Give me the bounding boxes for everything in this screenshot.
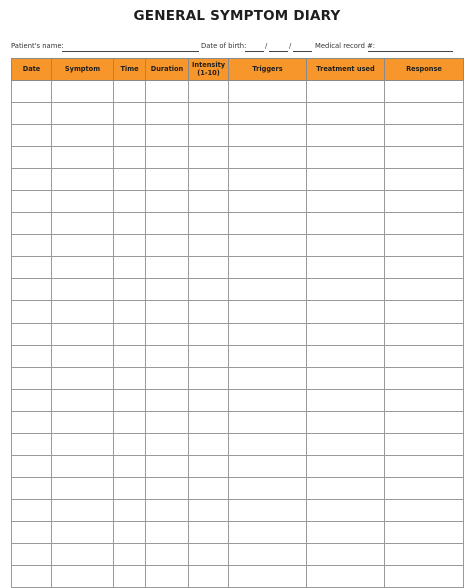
table-cell[interactable] [189,477,229,499]
table-cell[interactable] [189,499,229,521]
table-cell[interactable] [307,345,385,367]
table-cell[interactable] [12,235,52,257]
table-cell[interactable] [189,367,229,389]
dob-month-field[interactable] [269,51,288,52]
table-cell[interactable] [189,433,229,455]
table-cell[interactable] [189,257,229,279]
table-cell[interactable] [114,169,146,191]
table-cell[interactable] [189,345,229,367]
table-row [12,455,464,477]
table-cell[interactable] [385,433,464,455]
table-cell[interactable] [114,81,146,103]
table-cell[interactable] [52,499,114,521]
table-cell[interactable] [189,103,229,125]
table-cell[interactable] [52,543,114,565]
table-cell[interactable] [12,147,52,169]
table-row [12,147,464,169]
table-cell[interactable] [229,389,307,411]
table-cell[interactable] [385,566,464,588]
table-cell[interactable] [229,213,307,235]
table-cell[interactable] [307,367,385,389]
table-cell[interactable] [146,411,189,433]
table-cell[interactable] [229,367,307,389]
table-cell[interactable] [229,521,307,543]
table-cell[interactable] [189,125,229,147]
table-cell[interactable] [12,433,52,455]
table-cell[interactable] [114,301,146,323]
table-row [12,235,464,257]
table-cell[interactable] [52,411,114,433]
table-cell[interactable] [307,147,385,169]
table-cell[interactable] [307,81,385,103]
table-cell[interactable] [52,566,114,588]
table-cell[interactable] [146,301,189,323]
table-cell[interactable] [52,367,114,389]
table-row [12,499,464,521]
table-cell[interactable] [307,301,385,323]
table-cell[interactable] [52,477,114,499]
table-row [12,543,464,565]
table-cell[interactable] [146,213,189,235]
table-cell[interactable] [189,169,229,191]
table-cell[interactable] [12,389,52,411]
table-cell[interactable] [307,103,385,125]
table-cell[interactable] [146,566,189,588]
table-cell[interactable] [229,103,307,125]
table-cell[interactable] [146,455,189,477]
table-cell[interactable] [189,411,229,433]
table-cell[interactable] [385,125,464,147]
table-cell[interactable] [307,543,385,565]
table-cell[interactable] [114,323,146,345]
table-cell[interactable] [307,191,385,213]
table-header-row [12,59,464,81]
table-cell[interactable] [146,81,189,103]
table-cell[interactable] [52,147,114,169]
table-row [12,521,464,543]
table-cell[interactable] [52,213,114,235]
table-cell[interactable] [146,103,189,125]
table-cell[interactable] [307,169,385,191]
dob-day-field[interactable] [245,51,264,52]
table-cell[interactable] [229,477,307,499]
table-cell[interactable] [12,521,52,543]
table-cell[interactable] [385,389,464,411]
table-cell[interactable] [146,191,189,213]
table-cell[interactable] [229,499,307,521]
table-cell[interactable] [114,213,146,235]
table-cell[interactable] [12,367,52,389]
table-cell[interactable] [307,235,385,257]
table-cell[interactable] [114,125,146,147]
table-cell[interactable] [114,477,146,499]
table-cell[interactable] [12,411,52,433]
table-cell[interactable] [146,543,189,565]
table-row [12,389,464,411]
table-cell[interactable] [12,477,52,499]
table-cell[interactable] [146,125,189,147]
table-cell[interactable] [12,455,52,477]
table-row [12,301,464,323]
table-cell[interactable] [52,191,114,213]
table-cell[interactable] [146,345,189,367]
table-cell[interactable] [307,477,385,499]
dob-separator-1: / [265,42,268,50]
table-cell[interactable] [12,566,52,588]
table-cell[interactable] [385,301,464,323]
table-row [12,103,464,125]
column-header-date: Date [12,59,52,81]
table-cell[interactable] [307,433,385,455]
table-cell[interactable] [12,81,52,103]
intensity-header-text: Intensity (1-10) [191,60,226,77]
table-cell[interactable] [189,235,229,257]
table-cell[interactable] [189,566,229,588]
table-cell[interactable] [114,521,146,543]
table-cell[interactable] [307,125,385,147]
table-cell[interactable] [189,301,229,323]
dob-label: Date of birth: [201,42,247,50]
table-cell[interactable] [307,499,385,521]
table-row [12,411,464,433]
table-row [12,566,464,588]
table-cell[interactable] [12,103,52,125]
symptom-diary-table [11,58,464,588]
table-cell[interactable] [52,103,114,125]
table-cell[interactable] [385,543,464,565]
table-body [12,81,464,588]
table-cell[interactable] [114,499,146,521]
table-cell[interactable] [52,389,114,411]
column-header-time: Time [114,59,146,81]
table-cell[interactable] [114,411,146,433]
table-cell[interactable] [12,323,52,345]
table-row [12,279,464,301]
table-cell[interactable] [52,433,114,455]
table-cell[interactable] [229,566,307,588]
column-header-duration: Duration [146,59,189,81]
table-cell[interactable] [114,455,146,477]
table-cell[interactable] [189,543,229,565]
table-cell[interactable] [12,345,52,367]
table-cell[interactable] [52,235,114,257]
table-cell[interactable] [307,279,385,301]
table-cell[interactable] [385,455,464,477]
table-cell[interactable] [146,235,189,257]
table-cell[interactable] [307,323,385,345]
table-cell[interactable] [189,455,229,477]
table-cell[interactable] [189,147,229,169]
table-row [12,257,464,279]
table-cell[interactable] [307,213,385,235]
table-cell[interactable] [385,499,464,521]
table-cell[interactable] [146,169,189,191]
table-cell[interactable] [189,323,229,345]
table-cell[interactable] [52,345,114,367]
table-cell[interactable] [52,257,114,279]
table-cell[interactable] [52,125,114,147]
table-cell[interactable] [114,367,146,389]
table-cell[interactable] [307,566,385,588]
table-cell[interactable] [385,213,464,235]
table-cell[interactable] [385,235,464,257]
table-cell[interactable] [114,433,146,455]
patient-name-label: Patient's name: [11,42,64,50]
table-cell[interactable] [52,455,114,477]
table-cell[interactable] [385,367,464,389]
table-cell[interactable] [146,367,189,389]
table-cell[interactable] [307,521,385,543]
table-cell[interactable] [114,235,146,257]
table-cell[interactable] [307,411,385,433]
medical-record-label: Medical record #: [315,42,376,50]
table-cell[interactable] [146,279,189,301]
table-cell[interactable] [229,191,307,213]
medical-record-field[interactable] [368,51,453,52]
table-row [12,191,464,213]
dob-year-field[interactable] [293,51,312,52]
table-cell[interactable] [12,191,52,213]
table-cell[interactable] [12,213,52,235]
table-cell[interactable] [229,169,307,191]
table-cell[interactable] [12,125,52,147]
table-cell[interactable] [52,521,114,543]
table-cell[interactable] [12,499,52,521]
table-cell[interactable] [12,279,52,301]
table-row [12,169,464,191]
table-cell[interactable] [114,566,146,588]
table-cell[interactable] [307,455,385,477]
table-cell[interactable] [229,433,307,455]
table-cell[interactable] [229,125,307,147]
table-cell[interactable] [189,279,229,301]
table-cell[interactable] [385,169,464,191]
table-cell[interactable] [385,257,464,279]
table-cell[interactable] [52,279,114,301]
table-cell[interactable] [114,345,146,367]
table-cell[interactable] [307,389,385,411]
table-cell[interactable] [189,81,229,103]
table-cell[interactable] [229,411,307,433]
table-row [12,345,464,367]
table-cell[interactable] [52,301,114,323]
table-cell[interactable] [385,411,464,433]
table-row [12,477,464,499]
table-cell[interactable] [114,103,146,125]
table-cell[interactable] [229,147,307,169]
table-cell[interactable] [12,257,52,279]
table-cell[interactable] [12,301,52,323]
table-cell[interactable] [114,191,146,213]
column-header-intensity [189,59,229,81]
table-cell[interactable] [385,147,464,169]
table-cell[interactable] [385,477,464,499]
page-title: GENERAL SYMPTOM DIARY [133,8,341,24]
table-cell[interactable] [146,477,189,499]
table-row [12,125,464,147]
table-cell[interactable] [385,345,464,367]
column-header-response: Response [385,59,464,81]
table-cell[interactable] [385,81,464,103]
table-cell[interactable] [229,455,307,477]
table-cell[interactable] [146,521,189,543]
table-cell[interactable] [189,521,229,543]
table-cell[interactable] [189,191,229,213]
table-cell[interactable] [385,103,464,125]
table-cell[interactable] [114,147,146,169]
table-cell[interactable] [229,323,307,345]
table-cell[interactable] [229,543,307,565]
table-cell[interactable] [146,147,189,169]
dob-separator-2: / [289,42,292,50]
table-row [12,433,464,455]
table-cell[interactable] [229,279,307,301]
table-cell[interactable] [189,389,229,411]
table-cell[interactable] [385,323,464,345]
table-cell[interactable] [146,257,189,279]
table-cell[interactable] [229,257,307,279]
table-cell[interactable] [114,543,146,565]
table-cell[interactable] [385,279,464,301]
table-cell[interactable] [189,213,229,235]
table-cell[interactable] [114,257,146,279]
table-cell[interactable] [146,323,189,345]
column-header-symptom: Symptom [52,59,114,81]
table-row [12,367,464,389]
table-cell[interactable] [52,169,114,191]
table-cell[interactable] [229,81,307,103]
table-cell[interactable] [12,543,52,565]
table-cell[interactable] [229,301,307,323]
table-cell[interactable] [307,257,385,279]
table-cell[interactable] [146,499,189,521]
column-header-triggers: Triggers [229,59,307,81]
table-cell[interactable] [52,323,114,345]
table-cell[interactable] [146,389,189,411]
table-cell[interactable] [229,235,307,257]
table-cell[interactable] [385,191,464,213]
table-cell[interactable] [12,169,52,191]
table-cell[interactable] [146,433,189,455]
patient-info-line [11,42,463,54]
table-cell[interactable] [52,81,114,103]
table-cell[interactable] [229,345,307,367]
table-cell[interactable] [114,389,146,411]
table-row [12,81,464,103]
patient-name-field[interactable] [62,51,199,52]
table-cell[interactable] [385,521,464,543]
table-cell[interactable] [114,279,146,301]
table-row [12,213,464,235]
column-header-treatment-used: Treatment used [307,59,385,81]
table-row [12,323,464,345]
